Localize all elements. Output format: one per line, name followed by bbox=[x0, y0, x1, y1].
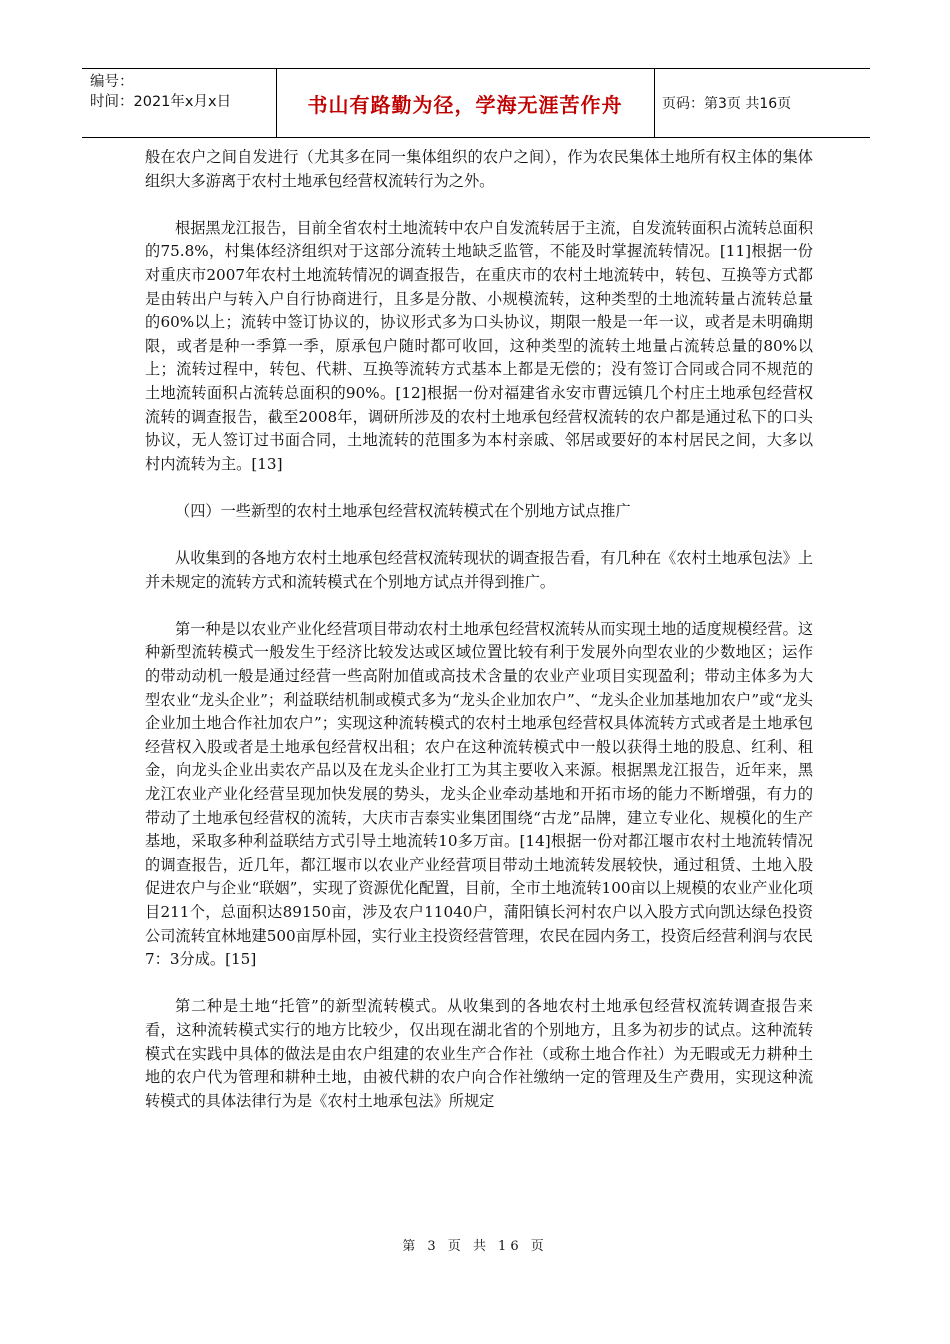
document-body bbox=[145, 146, 813, 1113]
paragraph: 根据黑龙江报告，目前全省农村土地流转中农户自发流转居于主流，自发流转面积占流转总面积的75.8%，村集体经济组织对于这部分流转土地缺乏监管，不能及时掌握流转情况。[11]根据一份对重庆市2007年农村土地流转情况的调查报告，在重庆市的农村土地流转中，转包、互换等方式都是由转出户与转入户自行协商进行，且多是分散、小规模流转，这种类型的土地流转量占流转总量的60%以上；流转中签订协议的，协议形式多为口头协议，期限一般是一年一议，或者是未明确期限，或者是种一季算一季，原承包户随时都可收回，这种类型的流转土地量占流转总量的80%以上；流转过程中，转包、代耕、互换等流转方式基本上都是无偿的；没有签订合同或合同不规范的土地流转面积占流转总面积的90%。[12]根据一份对福建省永安市曹远镇几个村庄土地承包经营权流转的调查报告，截至2008年，调研所涉及的农村土地承包经营权流转的农户都是通过私下的口头协议，无人签订过书面合同，土地流转的范围多为本村亲戚、邻居或要好的本村居民之间，大多以村内流转为主。[13] bbox=[145, 218, 813, 473]
header-divider bbox=[654, 69, 655, 137]
paragraph: 第一种是以农业产业化经营项目带动农村土地承包经营权流转从而实现土地的适度规模经营。这种新型流转模式一般发生于经济比较发达或区域位置比较有利于发展外向型农业的少数地区；运作的带动动机一般是通过经营一些高附加值或高技术含量的农业产业项目实现盈利；带动主体多为大型农业“龙头企业”；利益联结机制或模式多为“龙头企业加农户”、“龙头企业加基地加农户”或“龙头企业加土地合作社加农户”；实现这种流转模式的农村土地承包经营权具体流转方式或者是土地承包经营权入股或者是土地承包经营权出租；农户在这种流转模式中一般以获得土地的股息、红利、租金，向龙头企业出卖农产品以及在龙头企业打工为其主要收入来源。根据黑龙江报告，近年来，黑龙江农业产业化经营呈现加快发展的势头，龙头企业牵动基地和开拓市场的能力不断增强，有力的带动了土地承包经营权的流转，大庆市吉泰实业集团围绕“古龙”品牌，建立专业化、规模化的生产基地，采取多种利益联结方式引导土地流转10多万亩。[14]根据一份对都江堰市农村土地流转情况的调查报告，近几年，都江堰市以农业产业经营项目带动土地流转发展较快，通过租赁、土地入股促进农户与企业“联姻”，实现了资源优化配置，目前，全市土地流转100亩以上规模的农业产业化项目211个，总面积达89150亩，涉及农户11040户，蒲阳镇长河村农户以入股方式向凯达绿色投资公司流转宜林地建500亩厚朴园，实行业主投资经营管理，农民在园内务工，投资后经营利润与农民7：3分成。[15] bbox=[145, 619, 813, 969]
time-label: 时间：2021年x月x日 bbox=[90, 94, 232, 110]
header-divider bbox=[276, 69, 277, 137]
number-label: 编号： bbox=[90, 74, 134, 90]
header-motto: 书山有路勤为径，学海无涯苦作舟 bbox=[307, 92, 623, 117]
page-header bbox=[82, 68, 870, 138]
page-footer: 第 3 页 共 16 页 bbox=[402, 1239, 548, 1254]
paragraph: 第二种是土地“托管”的新型流转模式。从收集到的各地农村土地承包经营权流转调查报告来看，这种流转模式实行的地方比较少，仅出现在湖北省的个别地方，且多为初步的试点。这种流转模式在实践中具体的做法是由农户组建的农业生产合作社（或称土地合作社）为无暇或无力耕种土地的农户代为管理和耕种土地，由被代耕的农户向合作社缴纳一定的管理及生产费用，实现这种流转模式的具体法律行为是《农村土地承包法》所规定 bbox=[145, 997, 813, 1110]
header-meta bbox=[82, 69, 276, 137]
section-heading: （四）一些新型的农村土地承包经营权流转模式在个别地方试点推广 bbox=[175, 501, 631, 520]
paragraph: 从收集到的各地方农村土地承包经营权流转现状的调查报告看，有几种在《农村土地承包法》上并未规定的流转方式和流转模式在个别地方试点并得到推广。 bbox=[145, 549, 813, 591]
paragraph: 般在农户之间自发进行（尤其多在同一集体组织的农户之间），作为农民集体土地所有权主体的集体组织大多游离于农村土地承包经营权流转行为之外。 bbox=[145, 148, 813, 190]
header-page-label: 页码：第3页 共16页 bbox=[662, 96, 792, 112]
